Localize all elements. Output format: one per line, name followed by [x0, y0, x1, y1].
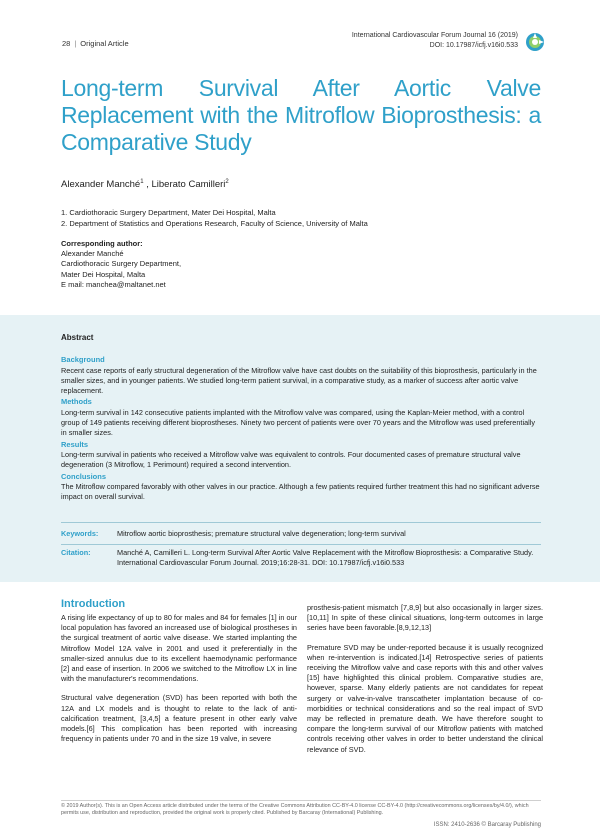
corresponding-heading: Corresponding author:: [61, 239, 143, 248]
abstract-background: Recent case reports of early structural degeneration of the Mitroflow valve have cast doubts on the suitability of this bioprosthesis, particularly in the smaller sizes, and in younger patients. We studied long-term patient survival, in a comparative study, as a marker of success after aortic valve replacement.: [61, 365, 537, 396]
abstract-methods: Long-term survival in 142 consecutive patients implanted with the Mitroflow valve was compared, using the Kaplan-Meier method, with a control group of 149 patients receiving different bioprostheses. Ninety two percent of patients were over 70 years and the Mitroflow was used preferentially in smaller sizes.: [61, 407, 536, 438]
doi: DOI: 10.17987/icfj.v16i0.533: [429, 41, 518, 49]
intro-right-column: [307, 603, 543, 755]
affiliations: [61, 207, 368, 229]
abstract-panel: [0, 315, 600, 582]
abstract-conclusions: The Mitroflow compared favorably with other valves in our practice. Although a few patients required further treatment this had no significant adverse impact on overall survival.: [61, 481, 540, 502]
journal-logo-icon: [525, 32, 545, 52]
author-affil-sup: 1: [140, 179, 144, 185]
page-number: 28: [62, 39, 71, 48]
corresponding-author: [61, 239, 181, 290]
running-header-left: 28 | Original Article: [62, 39, 129, 48]
running-header-right: [352, 31, 518, 50]
section-label: Original Article: [80, 39, 129, 48]
abstract-results: Long-term survival in patients who received a Mitroflow valve was equivalent to controls. Four documented cases of premature structural valve degeneration (3 Mitroflow, 1 Perimount) required a second intervention.: [61, 449, 521, 470]
keywords-row: [61, 529, 541, 539]
affiliation: 2. Department of Statistics and Operations Research, Faculty of Science, University of Malta: [61, 219, 368, 228]
corresponding-line: Mater Dei Hospital, Malta: [61, 269, 146, 279]
corresponding-email: E mail: manchea@maltanet.net: [61, 279, 166, 289]
intro-paragraph: prosthesis-patient mismatch [7,8,9] but also occasionally in larger sizes.[10,11] In spite of these clinical situations, long-term outcomes in large series have been favorable.[8,9,12,13]: [307, 603, 543, 633]
article-title: Long-term Survival After Aortic Valve Replacement with the Mitroflow Bioprosthesis: a Comparative Study: [61, 75, 541, 155]
abstract-heading-background: Background: [61, 355, 105, 365]
divider: [61, 544, 541, 545]
keywords-label: Keywords:: [61, 529, 99, 538]
divider: [61, 522, 541, 523]
author-name: Liberato Camilleri: [151, 179, 226, 191]
intro-paragraph: Structural valve degeneration (SVD) has been reported with both the 12A and LX models and is thought to relate to the lack of anti-calcification treatment, [3,4,5] a feature present in other early valve models.[6] This complication has been reported with increasing frequency in patients under 70 and in the size 19 valve, in severe: [61, 693, 297, 744]
intro-paragraph: A rising life expectancy of up to 80 for males and 84 for females [1] in our local population has favored an increased use of biological prostheses in the surgical treatment of aortic valve disease. We started implanting the Mitroflow Model 12A valve in 2001 and used it preferentially in the smaller-sized annulus due to its excellent haemodynamic performance [2] and ease of insertion. In 2006 we switched to the Mitroflow LX in line with the manufacturer's recommendations.: [61, 613, 297, 684]
abstract-title: Abstract: [61, 333, 94, 342]
abstract-heading-methods: Methods: [61, 397, 92, 407]
abstract-heading-conclusions: Conclusions: [61, 471, 107, 481]
keywords-text: Mitroflow aortic bioprosthesis; premature structural valve degeneration; long-term survival: [117, 529, 406, 538]
abstract-content: [61, 333, 541, 503]
license-footer: © 2019 Author(s). This is an Open Access article distributed under the terms of the Creative Commons Attribution CC-BY-4.0 license CC-BY-4.0 (http://creativecommons.org/licenses/by/4.0/), which permits use, distribution and reproduction, provided the original work is properly cited. Published by Barcaray (International) Publishing.: [61, 803, 529, 816]
citation-text: Manché A, Camilleri L. Long-term Survival After Aortic Valve Replacement with the Mitroflow Bioprosthesis: a Comparative Study. International Cardiovascular Forum Journal. 2019;16:28-31. DOI: 10.17987/icfj.v16i0.533: [117, 548, 534, 568]
corresponding-line: Cardiothoracic Surgery Department,: [61, 259, 182, 269]
affiliation: 1. Cardiothoracic Surgery Department, Mater Dei Hospital, Malta: [61, 208, 276, 217]
citation-label: Citation:: [61, 548, 91, 557]
footer-divider: [61, 800, 541, 801]
introduction-heading: Introduction: [61, 598, 126, 610]
author-line: Alexander Manché$^1$ , Liberato Camilleri$^2$: [61, 179, 229, 191]
corresponding-line: Alexander Manché: [61, 249, 124, 259]
author-name: Alexander Manché: [61, 179, 141, 191]
intro-left-column: [61, 613, 297, 744]
abstract-heading-results: Results: [61, 439, 89, 449]
issn: ISSN: 2410-2636 © Barcaray Publishing: [433, 822, 541, 828]
author-affil-sup: 2: [225, 179, 229, 185]
citation-row: [61, 548, 541, 568]
journal-name: International Cardiovascular Forum Journal 16 (2019): [351, 32, 518, 39]
intro-paragraph: Premature SVD may be under-reported because it is usually recognized when re-intervention is indicated.[14] Retrospective series of patients receiving the Mitroflow valve and case reports with this and other valves [15] have highlighted this clinical problem. Comparative studies are, however, sparse. Many elderly patients are not candidates for repeat surgery or valve-in-valve transcatheter implantation because of co-morbidities or technical considerations and so the real impact of SVD may be reflected in premature death. We have therefore sought to compare the long-term survival of our Mitroflow patients with matched controls receiving other valves in order to better understand the clinical relevance of SVD.: [307, 642, 543, 754]
